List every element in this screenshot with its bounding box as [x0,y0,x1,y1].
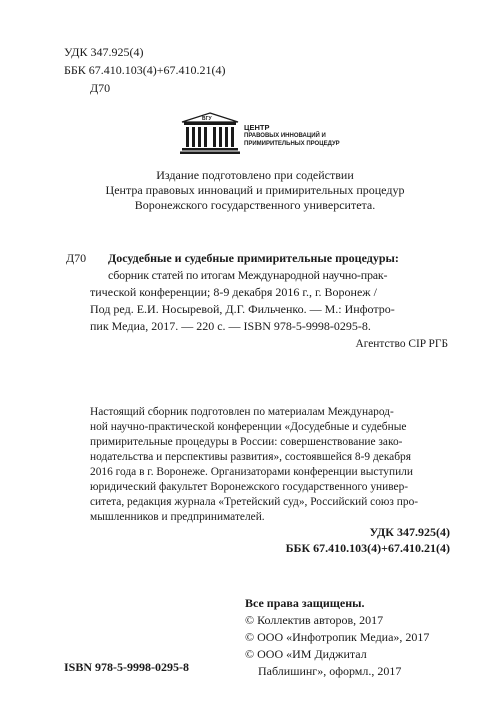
annotation-line-3: примирительные процедуры в России: совершенствование зако- [90,436,403,448]
logo-building-label: ВГУ [202,116,212,122]
annotation-line-2: ной научно-практической конференции «Досудебные и судебные [90,421,407,433]
annotation-udk: УДК 347.925(4) [369,525,450,539]
annotation-line-7: ситета, редакция журнала «Третейский суд», Российский союз про- [90,496,419,508]
logo-line-1: ЦЕНТР [244,123,270,132]
center-logo [180,112,340,154]
bib-line-3: тической конференции; 8-9 декабря 2016 г., г. Воронеж / [90,285,377,299]
copyright-line-4: Паблишинг», оформл., 2017 [258,664,402,678]
annotation-line-6: юридический факультет Воронежского государственного универ- [90,481,409,493]
annotation-bbk: ББК 67.410.103(4)+67.410.21(4) [285,541,450,555]
copyright-line-2: © ООО «Инфотропик Медиа», 2017 [245,630,430,644]
udk-code: УДК 347.925(4) [64,45,144,59]
support-note-line-1: Издание подготовлено при содействии [156,168,354,182]
cip-agency: Агентство CIP РГБ [355,338,448,350]
copyright-title: Все права защищены. [245,596,365,610]
bib-line-2: сборник статей по итогам Международной научно-прак- [108,268,388,282]
copyright-line-1: © Коллектив авторов, 2017 [245,613,384,627]
support-note-line-2: Центра правовых инноваций и примирительных процедур [105,183,405,197]
copyright-line-3: © ООО «ИМ Диджитал [245,647,367,661]
annotation-line-5: 2016 года в г. Воронеже. Организаторами конференции выступили [90,466,413,478]
isbn: ISBN 978-5-9998-0295-8 [64,660,189,674]
bib-title: Досудебные и судебные примирительные процедуры: [108,251,399,265]
annotation-line-4: нодательства и перспективы развития», состоявшейся 8-9 декабря [90,451,411,463]
logo-line-3: ПРИМИРИТЕЛЬНЫХ ПРОЦЕДУР [244,141,340,147]
logo-line-2: ПРАВОВЫХ ИННОВАЦИЙ И [244,133,326,139]
support-note-line-3: Воронежского государственного университета. [134,198,376,212]
annotation-line-8: мышленников и предпринимателей. [90,511,265,523]
annotation-line-1: Настоящий сборник подготовлен по материалам Международ- [90,406,394,418]
bib-line-5: пик Медиа, 2017. — 220 с. — ISBN 978-5-9998-0295-8. [90,319,371,333]
bbk-code: ББК 67.410.103(4)+67.410.21(4) [64,63,226,77]
bib-line-4: Под ред. Е.И. Носыревой, Д.Г. Фильченко. — М.: Инфотро- [90,302,395,316]
bib-mark: Д70 [66,251,87,265]
author-mark: Д70 [90,81,111,95]
